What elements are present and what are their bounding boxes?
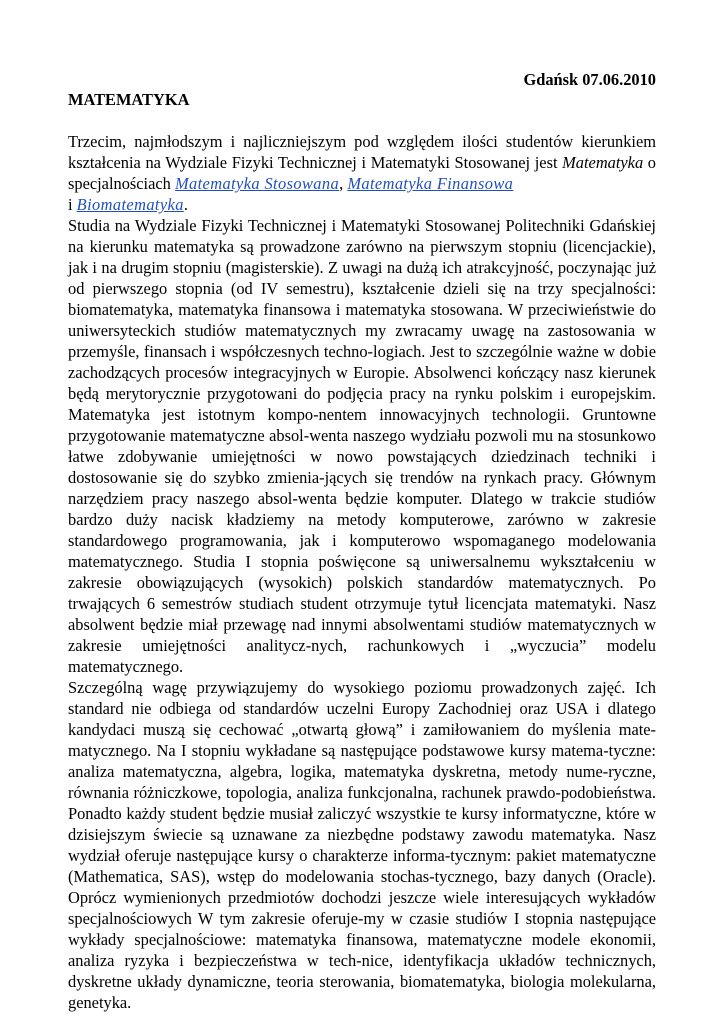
intro-separator-2: i [68, 195, 77, 214]
link-biomatematyka[interactable]: Biomatematyka [76, 195, 184, 214]
intro-text-mid: o specjalnościach [68, 153, 656, 193]
intro-end: . [183, 195, 188, 214]
document-date: Gdańsk 07.06.2010 [523, 70, 656, 89]
paragraph-studies: Studia na Wydziale Fizyki Technicznej i Matematyki Stosowanej Politechniki Gdańskiej na kierunku matematyka są prowadzone zarówno na pierwszym stopniu (licencjackie), jak i na drugim stopniu (magisterskie). Z uwagi na dużą ich atrakcyjność, poczynając już od pierwszego stopnia (od IV semestru), kształcenie dzieli się na trzy specjalności: biomatematyka, matematyka finansowa i matematyka stosowana. W przeciwieństwie do uniwersyteckich studiów matematycznych my zwracamy uwagę na zastosowania w przemyśle, finansach i współczesnych techno-logiach. Jest to szczególnie ważne w dobie zachodzących procesów integracyjnych w Europie. Absolwenci kończący nasz kierunek będą merytorycznie przygotowani do podjęcia pracy na rynku polskim i europejskim. Matematyka jest istotnym kompo-nentem innowacyjnych technologii. Gruntowne przygotowanie matematyczne absol-wenta naszego wydziału pozwoli mu na stosunkowo łatwe zdobywanie umiejętności w nowo powstających dziedzinach techniki i dostosowanie się do szybko zmienia-jących się trendów na rynkach pracy. Głównym narzędziem pracy naszego absol-wenta będzie komputer. Dlatego w trakcie studiów bardzo duży nacisk kładziemy na metody komputerowe, zarówno w zakresie standardowego programowania, jak i komputerowo wspomaganego modelowania matematycznego. Studia I stopnia poświęcone są uniwersalnemu wykształceniu w zakresie obowiązujących (wysokich) polskich standardów matematycznych. Po trwających 6 semestrów studiach student otrzymuje tytuł licencjata matematyki. Nasz absolwent będzie miał przewagę nad innymi absolwentami studiów matematycznych w zakresie umiejętności analitycz-nych, rachunkowych i „wyczucia” modelu matematycznego. [68, 216, 656, 676]
document-title: MATEMATYKA [68, 90, 190, 109]
intro-separator-1: , [339, 174, 348, 193]
intro-paragraph [68, 131, 656, 215]
intro-text: Trzecim, najmłodszym i najliczniejszym pod względem ilości studentów kierunkiem kształcenia na Wydziale Fizyki Technicznej i Matematyki Stosowanej jest [68, 132, 656, 172]
document-body [68, 131, 656, 1013]
link-matematyka-finansowa[interactable]: Matematyka Finansowa [347, 174, 514, 193]
paragraph-courses: Szczególną wagę przywiązujemy do wysokiego poziomu prowadzonych zajęć. Ich standard nie odbiega od standardów uczelni Europy Zachodniej oraz USA i dlatego kandydaci muszą się cechować „otwartą głową” i zamiłowaniem do myślenia mate-matycznego. Na I stopniu wykładane są następujące podstawowe kursy matema-tyczne: analiza matematyczna, algebra, logika, matematyka dyskretna, metody nume-ryczne, równania różniczkowe, topologia, analiza funkcjonalna, rachunek prawdo-podobieństwa. Ponadto każdy student będzie musiał zaliczyć wszystkie te kursy informatyczne, które w dzisiejszym świecie są uznawane za niezbędne podstawy zawodu matematyka. Nasz wydział oferuje następujące kursy o charakterze informa-tycznym: pakiet matematyczne (Mathematica, SAS), wstęp do modelowania stochas-tycznego, bazy danych (Oracle). Oprócz wymienionych przedmiotów dochodzi jeszcze wiele interesujących wykładów specjalnościowych W tym zakresie oferuje-my w czasie studiów I stopnia następujące wykłady specjalnościowe: matematyka finansowa, matematyczne modele ekonomii, analiza ryzyka i bezpieczeństwa w tech-nice, identyfikacja układów technicznych, dyskretne układy dynamiczne, teoria sterowania, biomatematyka, biologia molekularna, genetyka. [68, 678, 656, 1012]
intro-italic-word: Matematyka [562, 153, 644, 172]
link-matematyka-stosowana[interactable]: Matematyka Stosowana [174, 174, 340, 193]
